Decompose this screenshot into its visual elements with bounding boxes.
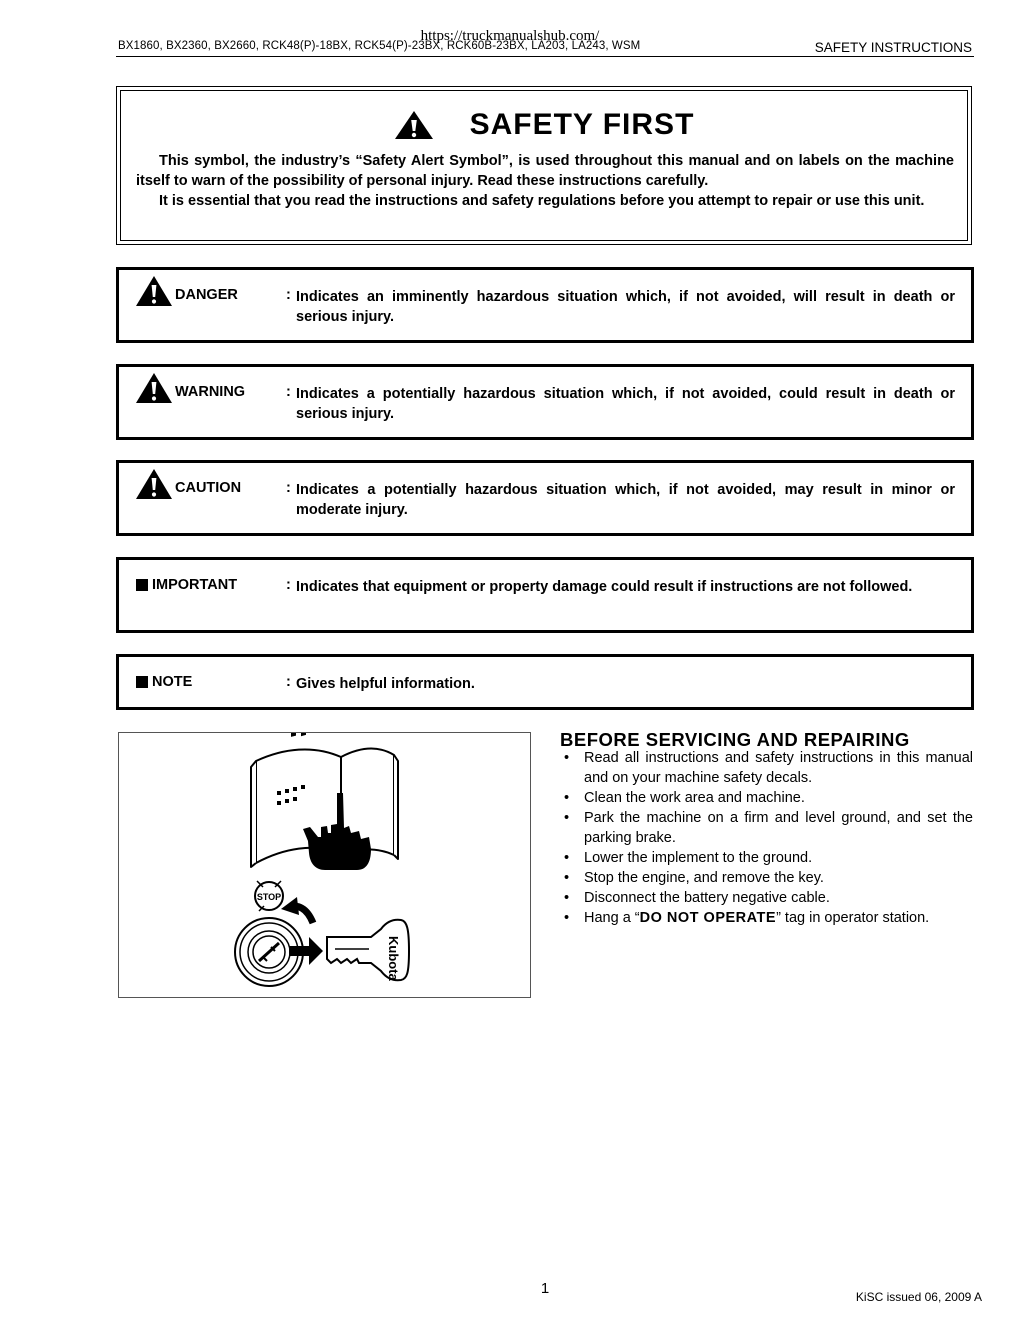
tag-text-post: ” tag in operator station. — [776, 910, 930, 926]
caution-label: CAUTION — [175, 480, 242, 496]
safety-first-box — [116, 86, 972, 245]
caution-box — [116, 460, 974, 536]
stop-label: STOP — [256, 892, 282, 902]
warning-alert-icon — [135, 372, 173, 404]
warning-label: WARNING — [175, 384, 246, 400]
key-brand-label: Kubota — [386, 936, 401, 981]
header-rule — [116, 56, 974, 57]
before-servicing-list — [560, 748, 973, 928]
issued-footer: KiSC issued 06, 2009 A — [855, 1290, 982, 1304]
illustration-svg — [119, 733, 530, 997]
important-text: Indicates that equipment or property damage could result if instructions are not followed. — [296, 579, 913, 595]
safety-first-para2: It is essential that you read the instructions and safety regulations before you attempt to repair or use this unit. — [159, 193, 925, 209]
warning-text: Indicates a potentially hazardous situation which, if not avoided, could result in death or serious injury. — [296, 386, 955, 422]
note-square-icon — [136, 676, 148, 688]
safety-first-heading — [121, 108, 967, 142]
caution-colon: : — [286, 480, 291, 496]
list-item-do-not-operate — [560, 908, 973, 928]
caution-alert-icon — [135, 468, 173, 500]
note-text: Gives helpful information. — [296, 676, 475, 692]
safety-first-para1: This symbol, the industry’s “Safety Alert Symbol”, is used throughout this manual and on labels on the machine itself to warn of the possibility of personal injury. Read these instructions carefully. — [136, 153, 954, 189]
header-models: BX1860, BX2360, BX2660, RCK48(P)-18BX, RCK54(P)-23BX, RCK60B-23BX, LA203, LA243, WSM — [118, 40, 641, 52]
danger-colon: : — [286, 287, 291, 303]
important-colon: : — [286, 577, 291, 593]
warning-colon: : — [286, 384, 291, 400]
note-box — [116, 654, 974, 710]
note-colon: : — [286, 674, 291, 690]
tag-text-pre: Hang a “ — [584, 910, 640, 926]
note-label: NOTE — [152, 674, 193, 690]
safety-alert-icon — [394, 110, 434, 140]
list-item: • Disconnect the battery negative cable. — [560, 888, 973, 908]
safety-first-title: SAFETY FIRST — [469, 108, 695, 141]
source-url[interactable]: https://truckmanualshub.com/ — [420, 28, 600, 44]
safety-first-inner — [120, 90, 968, 241]
turn-arrow-icon — [281, 897, 313, 923]
list-item: • Lower the implement to the ground. — [560, 848, 973, 868]
list-item: • Clean the work area and machine. — [560, 788, 973, 808]
danger-alert-icon — [135, 275, 173, 307]
do-not-operate-text: DO NOT OPERATE — [639, 910, 777, 926]
important-square-icon — [136, 579, 148, 591]
caution-text: Indicates a potentially hazardous situation which, if not avoided, may result in minor or moderate injury. — [296, 482, 955, 518]
danger-label: DANGER — [175, 287, 238, 303]
list-item: • Read all instructions and safety instructions in this manual and on your machine safety decals. — [560, 748, 973, 788]
stop-symbol-icon — [255, 881, 283, 911]
list-item: • Park the machine on a firm and level ground, and set the parking brake. — [560, 808, 973, 848]
before-servicing-title: BEFORE SERVICING AND REPAIRING — [560, 729, 910, 750]
danger-text: Indicates an imminently hazardous situation which, if not avoided, will result in death or serious injury. — [296, 289, 955, 325]
list-item: • Stop the engine, and remove the key. — [560, 868, 973, 888]
page-number: 1 — [540, 1280, 550, 1297]
important-box — [116, 557, 974, 633]
header-section: SAFETY INSTRUCTIONS — [814, 40, 972, 55]
warning-box — [116, 364, 974, 440]
servicing-illustration — [118, 732, 531, 998]
safety-first-body — [136, 151, 954, 211]
danger-box — [116, 267, 974, 343]
important-label: IMPORTANT — [152, 577, 238, 593]
